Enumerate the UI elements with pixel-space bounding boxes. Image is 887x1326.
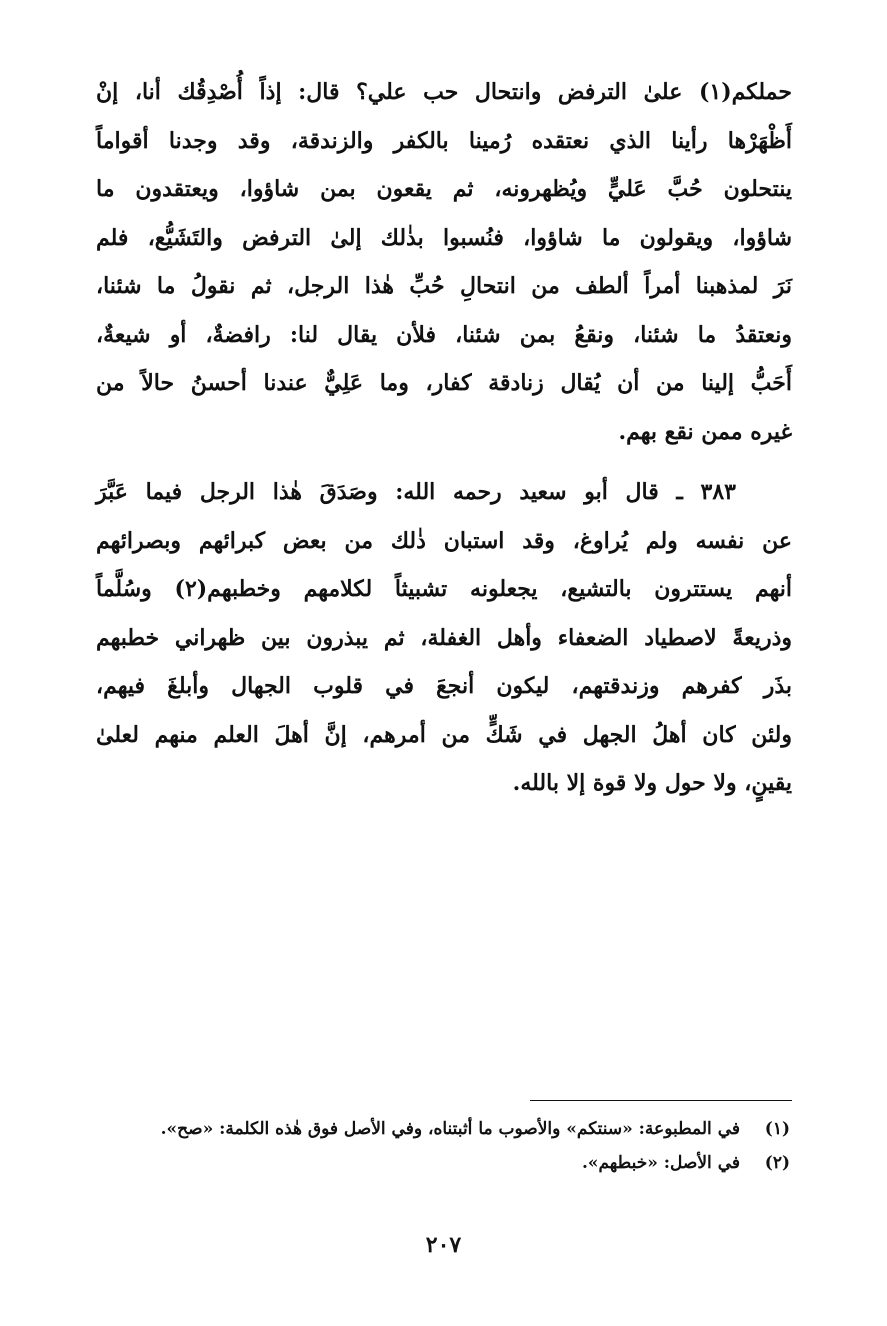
main-text: [96, 68, 792, 808]
text-line: بذَر كفرهم وزندقتهم، ليكون أنجعَ في قلوب الجهال وأبلغَ فيهم،: [96, 673, 792, 699]
text-line: عن نفسه ولم يُراوغ، وقد استبان ذٰلك من بعض كبرائهم وبصرائهم: [96, 527, 792, 554]
text-line: ولئن كان أهلُ الجهل في شَكٍّ من أمرهم، إنَّ أهلَ العلم منهم لعلىٰ: [96, 721, 792, 748]
text-line: ينتحلون حُبَّ عَليٍّ ويُظهرونه، ثم يقعون بمن شاؤوا، ويعتقدون ما: [96, 176, 792, 202]
text-line: أَظْهَرْها رأينا الذي نعتقده رُمينا بالكفر والزندقة، وقد وجدنا أقواماً: [96, 127, 792, 154]
text-line: ونعتقدُ ما شئنا، ونقعُ بمن شئنا، فلأن يقال لنا: رافضةٌ، أو شيعةٌ،: [96, 321, 792, 348]
paragraph-1: [96, 68, 792, 456]
footnote-1: [100, 1112, 790, 1146]
footnote-text: في المطبوعة: «سنتكم» والأصوب ما أثبتناه، وفي الأصل فوق هٰذه الكلمة: «صح».: [160, 1119, 740, 1139]
footnote-separator: [530, 1100, 792, 1101]
paragraph-2: [96, 468, 792, 808]
text-line: ٣٨٣ ـ قال أبو سعيد رحمه الله: وصَدَقَ هٰذا الرجل فيما عَبَّرَ: [96, 479, 736, 505]
footnote-text: في الأصل: «خبطهم».: [581, 1153, 740, 1173]
footnote-number: (١): [764, 1119, 790, 1139]
footnotes: [100, 1112, 790, 1180]
text-line: وذريعةً لاصطياد الضعفاء وأهل الغفلة، ثم يبذرون بين ظهراني خطبهم: [96, 624, 792, 651]
text-line: حملكم(١) علىٰ الترفض وانتحال حب علي؟ قال: إذاً أُصْدِقُك أنا، إنْ: [96, 79, 792, 105]
text-line: شاؤوا، ويقولون ما شاؤوا، فنُسبوا بذٰلك إلىٰ الترفض والتَشَيُّع، فلم: [96, 224, 792, 251]
text-line: يقينٍ، ولا حول ولا قوة إلا بالله.: [512, 770, 792, 796]
footnote-number: (٢): [764, 1153, 790, 1173]
text-line: أنهم يستترون بالتشيع، يجعلونه تشبيثاً لكلامهم وخطبهم(٢) وسُلَّماً: [96, 576, 792, 602]
page-number: ٢٠٧: [425, 1232, 462, 1258]
footnote-2: [100, 1146, 790, 1180]
text-line: أَحَبُّ إلينا من أن يُقال زنادقة كفار، وما عَلِيٌّ عندنا أحسنُ حالاً من: [96, 370, 792, 396]
text-line: نَرَ لمذهبنا أمراً ألطف من انتحالِ حُبِّ هٰذا الرجل، ثم نقولُ ما شئنا،: [96, 273, 792, 299]
text-line: غيره ممن نقع بهم.: [618, 418, 792, 445]
